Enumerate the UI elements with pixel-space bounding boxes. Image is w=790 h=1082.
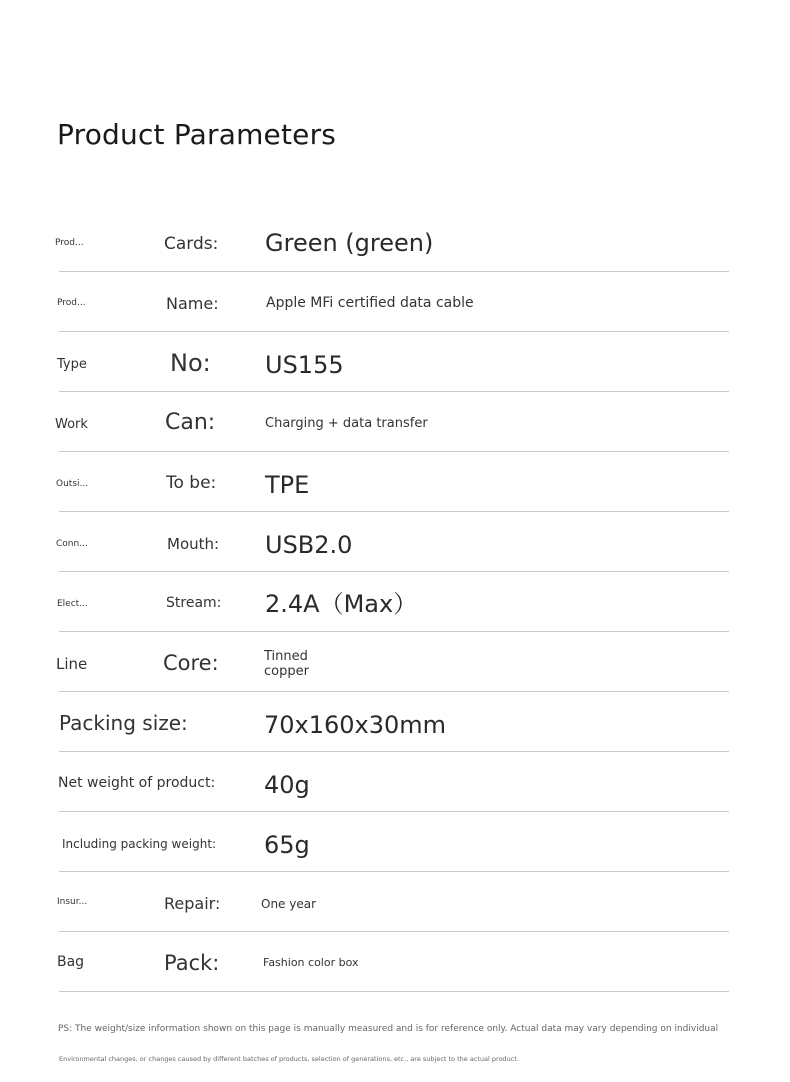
row-value: Green (green): [265, 229, 434, 257]
row-field-label: Packing size:: [59, 711, 188, 735]
row-left-label: Line: [56, 655, 88, 673]
row-field-label: Repair:: [164, 894, 221, 913]
row-value-line2: copper: [264, 664, 309, 679]
row-left-label: Conn...: [56, 539, 88, 549]
row-left-label: Outsi...: [56, 479, 89, 489]
page-title: Product Parameters: [57, 118, 337, 151]
row-field-label: Can:: [165, 410, 216, 435]
row-field-label: No:: [170, 349, 211, 377]
row-left-label: Prod...: [55, 238, 84, 248]
row-left-label: Type: [57, 357, 87, 372]
row-left-label: Elect...: [57, 599, 88, 609]
param-row-packaging: [0, 932, 790, 992]
param-row-name: [0, 272, 790, 332]
param-row-warranty: [0, 872, 790, 932]
row-value: US155: [265, 351, 344, 379]
disclaimer-line-1: PS: The weight/size information shown on this page is manually measured and is for reference only. Actual data may vary depending on individual: [58, 1024, 719, 1034]
param-row-function: [0, 392, 790, 452]
row-value: 2.4A（Max）: [265, 590, 418, 618]
param-row-current: [0, 572, 790, 632]
param-row-core: [0, 632, 790, 692]
row-field-label: Core:: [163, 651, 219, 675]
row-value: Tinned: [264, 649, 308, 664]
row-field-label: Stream:: [166, 595, 222, 611]
row-divider: [59, 991, 729, 992]
row-field-label: Name:: [166, 294, 219, 313]
param-row-material: [0, 452, 790, 512]
row-field-label: Pack:: [164, 951, 220, 975]
param-row-packing-size: [0, 692, 790, 752]
row-field-label: Mouth:: [167, 535, 220, 553]
param-row-gross-weight: [0, 812, 790, 872]
disclaimer-line-2: Environmental changes, or changes caused by different batches of products, selection of generations, etc., are subject to the actual product.: [59, 1055, 519, 1063]
row-left-label: Work: [55, 417, 88, 432]
row-value: Apple MFi certified data cable: [266, 295, 474, 311]
row-field-label: Net weight of product:: [58, 775, 216, 791]
row-value: 40g: [264, 771, 310, 799]
param-row-net-weight: [0, 752, 790, 812]
row-value: TPE: [265, 471, 310, 499]
row-value: USB2.0: [265, 531, 353, 559]
row-value: One year: [261, 897, 317, 911]
param-row-interface: [0, 512, 790, 572]
param-row-color: [0, 212, 790, 272]
row-field-label: Cards:: [164, 234, 219, 254]
row-value: Fashion color box: [263, 956, 359, 969]
row-left-label: Insur...: [57, 897, 88, 907]
row-value: 65g: [264, 831, 310, 859]
row-value: 70x160x30mm: [264, 711, 447, 739]
row-value: Charging + data transfer: [265, 416, 428, 431]
row-left-label: Prod...: [57, 298, 86, 308]
param-row-model: [0, 332, 790, 392]
row-field-label: To be:: [166, 473, 217, 493]
row-left-label: Bag: [57, 954, 85, 970]
row-field-label: Including packing weight:: [62, 837, 217, 851]
